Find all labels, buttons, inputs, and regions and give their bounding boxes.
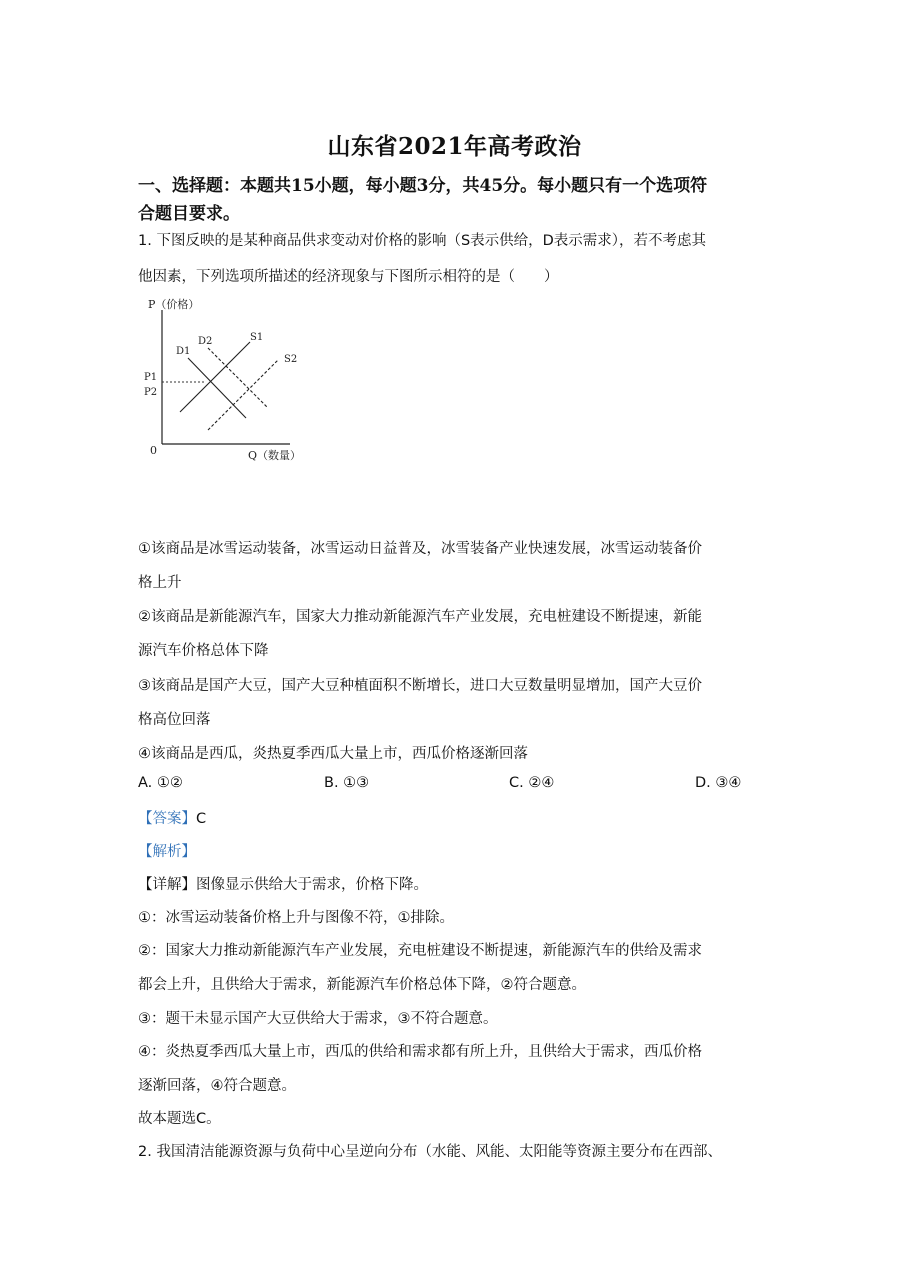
statement-3-line1: ③该商品是国产大豆，国产大豆种植面积不断增长，进口大豆数量明显增加，国产大豆价	[138, 678, 702, 694]
option-a: A. ①②	[138, 775, 183, 791]
explanation-4-line1: ④：炎热夏季西瓜大量上市，西瓜的供给和需求都有所上升，且供给大于需求，西瓜价格	[138, 1044, 702, 1060]
detail-line	[138, 873, 778, 894]
s1-curve	[180, 342, 250, 412]
y-axis-label: P（价格）	[148, 298, 200, 311]
detail-text: 图像显示供给大于需求，价格下降。	[196, 877, 428, 893]
x-axis-label: Q（数量）	[248, 449, 302, 462]
statement-4-line1: ④该商品是西瓜，炎热夏季西瓜大量上市，西瓜价格逐渐回落	[138, 746, 528, 762]
d2-curve	[208, 348, 268, 408]
supply-demand-figure	[140, 296, 320, 468]
answer-line	[138, 807, 778, 828]
question1-stem-line1: 1. 下图反映的是某种商品供求变动对价格的影响（S表示供给，D表示需求），若不考虑其	[138, 233, 707, 249]
statement-2-line1: ②该商品是新能源汽车，国家大力推动新能源汽车产业发展，充电桩建设不断提速，新能	[138, 609, 702, 625]
conclusion: 故本题选C。	[138, 1111, 221, 1127]
statement-3-line2: 格高位回落	[138, 712, 211, 728]
d1-curve	[188, 358, 246, 418]
explanation-1: ①：冰雪运动装备价格上升与图像不符，①排除。	[138, 910, 454, 926]
explanation-3: ③：题干未显示国产大豆供给大于需求，③不符合题意。	[138, 1011, 498, 1027]
d1-label: D1	[176, 346, 191, 357]
s1-label: S1	[250, 332, 264, 343]
s2-label: S2	[284, 354, 298, 365]
section-heading	[138, 172, 778, 228]
option-c: C. ②④	[509, 775, 555, 791]
statement-1-line1: ①该商品是冰雪运动装备，冰雪运动日益普及，冰雪装备产业快速发展，冰雪运动装备价	[138, 541, 702, 557]
explanation-2-line1: ②：国家大力推动新能源汽车产业发展，充电桩建设不断提速，新能源汽车的供给及需求	[138, 943, 702, 959]
p1-label: P1	[144, 372, 158, 383]
page-title: 山东省2021年高考政治	[327, 133, 582, 160]
option-d: D. ③④	[695, 775, 742, 791]
statement-1-line2: 格上升	[138, 575, 182, 591]
analysis-line	[138, 840, 778, 861]
answer-value: C	[196, 811, 207, 827]
s2-curve	[208, 360, 278, 430]
origin-label: 0	[150, 444, 157, 457]
section-heading-line1: 一、选择题：本题共15小题，每小题3分，共45分。每小题只有一个选项符	[138, 176, 708, 196]
p2-label: P2	[144, 387, 158, 398]
detail-tag: 【详解】	[138, 877, 196, 893]
explanation-4-line2: 逐渐回落，④符合题意。	[138, 1078, 296, 1094]
section-heading-line2: 合题目要求。	[138, 204, 240, 224]
answer-tag: 【答案】	[138, 811, 196, 827]
statement-2-line2: 源汽车价格总体下降	[138, 643, 269, 659]
option-b: B. ①③	[324, 775, 370, 791]
d2-label: D2	[198, 336, 213, 347]
question1-stem-line2: 他因素，下列选项所描述的经济现象与下图所示相符的是（ ）	[138, 269, 559, 285]
analysis-tag: 【解析】	[138, 844, 196, 860]
explanation-2-line2: 都会上升，且供给大于需求，新能源汽车价格总体下降，②符合题意。	[138, 977, 586, 993]
question2-stem-line1: 2. 我国清洁能源资源与负荷中心呈逆向分布（水能、风能、太阳能等资源主要分布在西部、	[138, 1144, 722, 1160]
